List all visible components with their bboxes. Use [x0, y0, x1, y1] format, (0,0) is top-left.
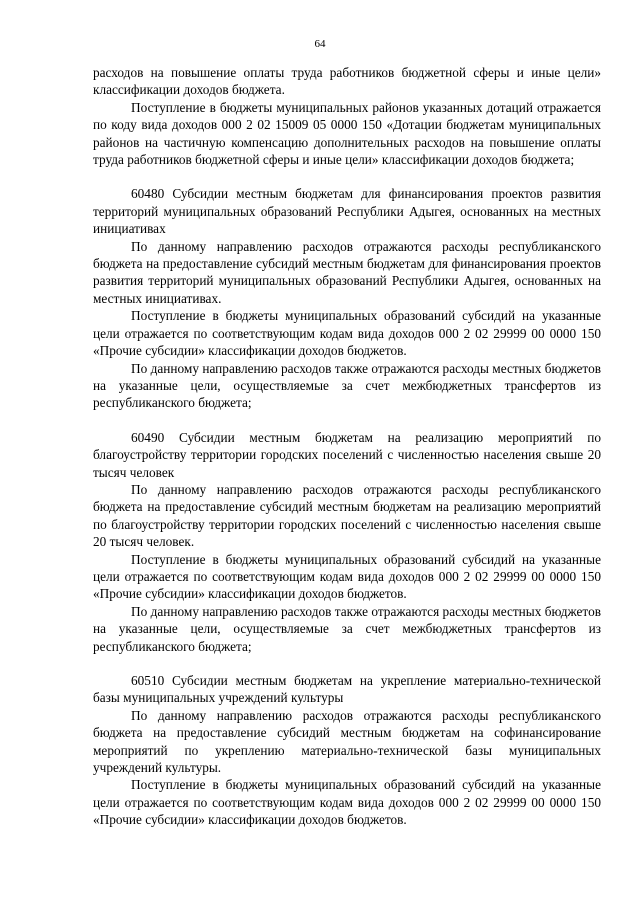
paragraph-60480-expenses: По данному направлению расходов отражаются расходы республиканского бюджета на предоставление субсидий местным бюджетам для финансирования проектов развития территорий муниципальных образований Республики Адыгея, основанных на местных инициативах. — [93, 238, 601, 306]
section-heading-60510: 60510 Субсидии местным бюджетам на укрепление материально-технической базы муниципальных учреждений культуры — [93, 673, 601, 706]
document-body — [93, 64, 601, 829]
paragraph-60510-income: Поступление в бюджеты муниципальных образований субсидий на указанные цели отражается по соответствующим кодам вида доходов 000 2 02 29999 00 0000 150 «Прочие субсидии» классификации доходов бюджетов. — [93, 777, 601, 828]
paragraph-60510-expenses: По данному направлению расходов отражаются расходы республиканского бюджета на предоставление субсидий местным бюджетам на софинансирование мероприятий по укреплению материально-технической базы муниципальных учреждений культуры. — [93, 707, 601, 776]
paragraph-60490-income: Поступление в бюджеты муниципальных образований субсидий на указанные цели отражается по соответствующим кодам вида доходов 000 2 02 29999 00 0000 150 «Прочие субсидии» классификации доходов бюджетов. — [93, 551, 601, 602]
section-heading-60480: 60480 Субсидии местным бюджетам для финансирования проектов развития территорий муниципальных образований Республики Адыгея, основанных на местных инициативах — [93, 186, 601, 237]
page-number: 64 — [314, 38, 326, 50]
paragraph-60480-local: По данному направлению расходов также отражаются расходы местных бюджетов на указанные цели, осуществляемые за счет межбюджетных трансфертов из республиканского бюджета; — [93, 360, 601, 411]
paragraph-60490-expenses: По данному направлению расходов отражаются расходы республиканского бюджета на предоставление субсидий местным бюджетам на реализацию мероприятий по благоустройству территории городских поселений с численностью населения свыше 20 тысяч человек. — [93, 481, 601, 550]
section-heading-60490: 60490 Субсидии местным бюджетам на реализацию мероприятий по благоустройству территории городских поселений с численностью населения свыше 20 тысяч человек — [93, 429, 601, 480]
paragraph-income-dotations: Поступление в бюджеты муниципальных районов указанных дотаций отражается по коду вида доходов 000 2 02 15009 05 0000 150 «Дотации бюджетам муниципальных районов на частичную компенсацию дополнительных расходов на повышение оплаты труда работников бюджетной сферы и иные цели» классификации доходов бюджета; — [93, 99, 601, 168]
paragraph-60490-local: По данному направлению расходов также отражаются расходы местных бюджетов на указанные цели, осуществляемые за счет межбюджетных трансфертов из республиканского бюджета; — [93, 603, 601, 654]
paragraph-continuation: расходов на повышение оплаты труда работников бюджетной сферы и иные цели» классификации доходов бюджета. — [93, 65, 601, 98]
paragraph-60480-income: Поступление в бюджеты муниципальных образований субсидий на указанные цели отражается по соответствующим кодам вида доходов 000 2 02 29999 00 0000 150 «Прочие субсидии» классификации доходов бюджетов. — [93, 308, 601, 359]
